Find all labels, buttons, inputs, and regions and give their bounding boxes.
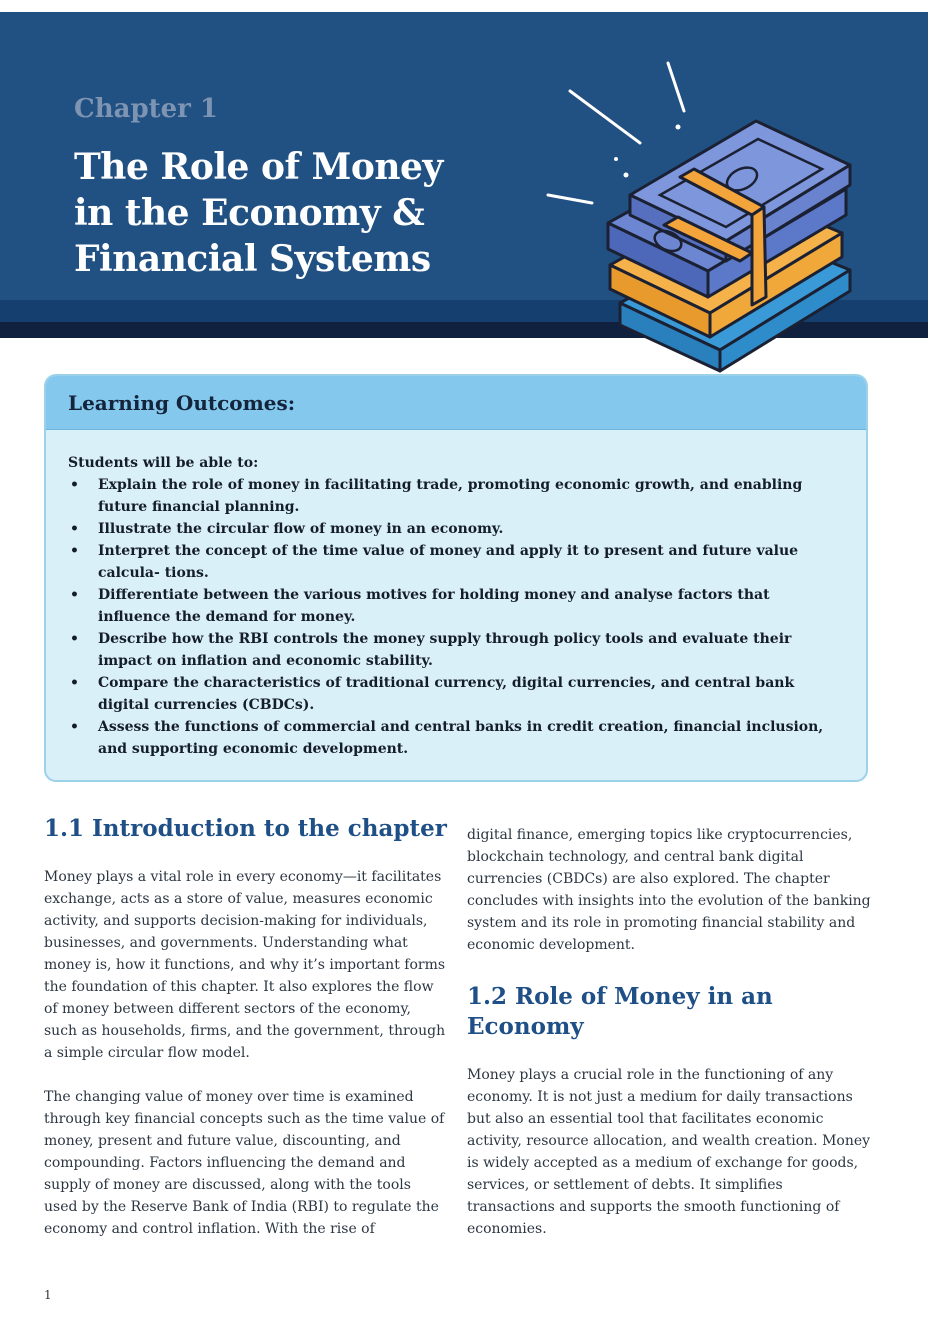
list-item: • Assess the functions of commercial and central banks in credit creation, financial inclusion, and supporting economic development.	[68, 716, 844, 760]
intro-paragraph-2-continued: digital finance, emerging topics like cryptocurrencies, blockchain technology, and central bank digital currencies (CBDCs) are also explored. The chapter concludes with insights into the evolution of the banking system and its role in promoting financial stability and economic development.	[467, 827, 871, 953]
learning-outcomes-intro: Students will be able to:	[68, 455, 259, 471]
section-heading-line: Economy	[467, 1013, 584, 1040]
list-item: • Describe how the RBI controls the money supply through policy tools and evaluate their impact on inflation and economic stability.	[68, 628, 844, 672]
left-column	[44, 814, 448, 1240]
intro-paragraph-2: The changing value of money over time is examined through key financial concepts such as the time value of money, present and future value, discounting, and compounding. Factors influencing the demand and supply of money are discussed, along with the tools used by the Reserve Bank of India (RBI) to regulate the economy and control inflation. With the rise of	[44, 1089, 445, 1237]
learning-outcomes-box	[44, 374, 868, 782]
chapter-title	[74, 144, 544, 282]
page-number: 1	[44, 1288, 52, 1302]
chapter-title-line: in the Economy &	[74, 192, 425, 234]
learning-outcomes-list	[68, 474, 844, 760]
intro-paragraph-1: Money plays a vital role in every economy—it facilitates exchange, acts as a store of value, measures economic activity, and supports decision-making for individuals, businesses, and governments. Understanding what money is, how it functions, and why it’s important forms the foundation of this chapter. It also explores the flow of money between different sectors of the economy, such as households, firms, and the government, through a simple circular flow model.	[44, 869, 446, 1061]
learning-outcomes-header	[46, 376, 866, 430]
list-item: • Interpret the concept of the time value of money and apply it to present and future value calcula- tions.	[68, 540, 844, 584]
learning-outcomes-body	[46, 430, 866, 760]
section-heading-1-1: 1.1 Introduction to the chapter	[44, 815, 447, 842]
learning-outcomes-title: Learning Outcomes:	[68, 390, 296, 415]
list-item: • Differentiate between the various motives for holding money and analyse factors that influence the demand for money.	[68, 584, 844, 628]
money-stack-icon	[530, 55, 870, 375]
right-column	[467, 824, 871, 1240]
section-heading-1-2	[467, 982, 871, 1042]
list-item: • Illustrate the circular flow of money in an economy.	[68, 518, 844, 540]
list-item: • Explain the role of money in facilitating trade, promoting economic growth, and enabling future financial planning.	[68, 474, 844, 518]
chapter-label: Chapter 1	[74, 94, 219, 124]
sparkle-line	[668, 63, 684, 111]
list-item: • Compare the characteristics of traditional currency, digital currencies, and central bank digital currencies (CBDCs).	[68, 672, 844, 716]
role-of-money-paragraph: Money plays a crucial role in the functioning of any economy. It is not just a medium for daily transactions but also an essential tool that facilitates economic activity, resource allocation, and wealth creation. Money is widely accepted as a medium of exchange for goods, services, or settlement of debts. It simplifies transactions and supports the smooth functioning of economies.	[467, 1067, 871, 1237]
chapter-title-line: Financial Systems	[74, 238, 431, 280]
section-heading-line: 1.2 Role of Money in an	[467, 983, 773, 1010]
sparkle-line	[548, 195, 592, 203]
chapter-title-line: The Role of Money	[74, 146, 443, 188]
